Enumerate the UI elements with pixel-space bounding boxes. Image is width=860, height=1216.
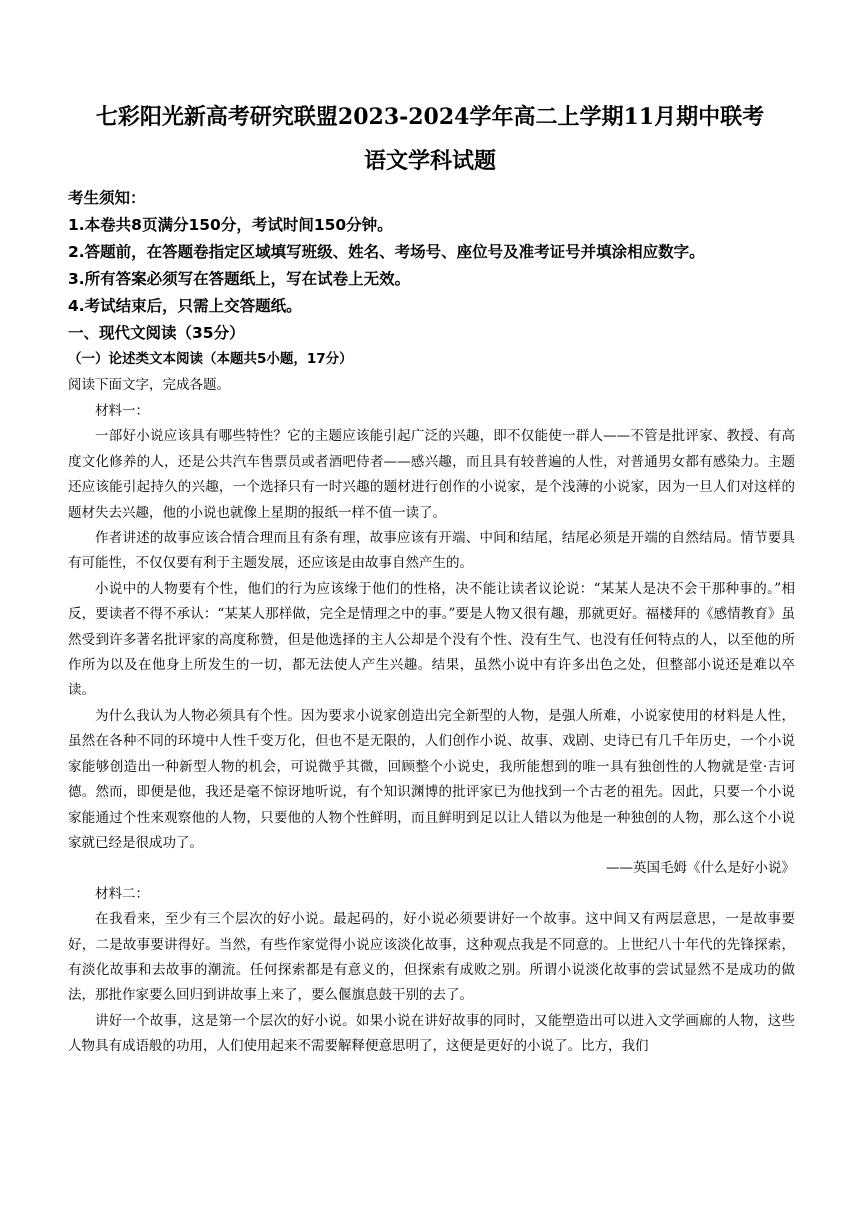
material2-label: 材料二：	[95, 885, 149, 902]
notice-item-2: 2.答题前，在答题卷指定区域填写班级、姓名、考场号、座位号及准考证号并填涂相应数字。	[68, 243, 705, 261]
reading-passage	[68, 399, 795, 1060]
material2-paragraph: 在我看来，至少有三个层次的好小说。最起码的，好小说必须要讲好一个故事。这中间又有两层意思，一是故事要好，二是故事要讲得好。当然，有些作家觉得小说应该淡化故事，这种观点我是不同意的。上世纪八十年代的先锋探索，有淡化故事和去故事的潮流。任何探索都是有意义的，但探索有成败之别。所谓小说淡化故事的尝试显然不是成功的做法，那批作家要么回归到讲故事上来了，要么偃旗息鼓干别的去了。	[68, 911, 795, 1004]
material1-label: 材料一：	[95, 403, 149, 419]
material1-paragraph: 小说中的人物要有个性，他们的行为应该缘于他们的性格，决不能让读者议论说：“某某人是决不会干那种事的。”相反，要读者不得不承认：“某某人那样做，完全是情理之中的事。”要是人物又很有趣，那就更好。福楼拜的《感情教育》虽然受到许多著名批评家的高度称赞，但是他选择的主人公却是个没有个性、没有生气、也没有任何特点的人，以至他的所作所为以及在他身上所发生的一切，都无法使人产生兴趣。结果，虽然小说中有许多出色之处，但整部小说还是难以卒读。	[68, 580, 795, 699]
part-heading: 一、现代文阅读（35分）	[68, 324, 245, 342]
notice-item-4: 4.考试结束后，只需上交答题纸。	[68, 297, 302, 315]
notice-item-3: 3.所有答案必须写在答题纸上，写在试卷上无效。	[68, 270, 411, 288]
material2-paragraph: 讲好一个故事，这是第一个层次的好小说。如果小说在讲好故事的同时，又能塑造出可以进入文学画廊的人物，这些人物具有成语般的功用，人们使用起来不需要解释便意思明了，这便是更好的小说了。比方，我们	[68, 1012, 795, 1055]
instruction: 阅读下面文字，完成各题。	[68, 377, 230, 393]
material1-paragraph: 作者讲述的故事应该合情合理而且有条有理，故事应该有开端、中间和结尾，结尾必须是开端的自然结局。情节要具有可能性，不仅仅要有利于主题发展，还应该是由故事自然产生的。	[68, 530, 795, 572]
material1-paragraph: 一部好小说应该具有哪些特性？它的主题应该能引起广泛的兴趣，即不仅能使一群人——不管是批评家、教授、有高度文化修养的人，还是公共汽车售票员或者酒吧侍者——感兴趣，而且具有较普遍的人性，对普通男女都有感染力。主题还应该能引起持久的兴趣，一个选择只有一时兴趣的题材进行创作的小说家，是个浅薄的小说家，因为一旦人们对这样的题材失去兴趣，他的小说也就像上星期的报纸一样不值一读了。	[68, 428, 795, 521]
sub-heading: （一）论述类文本阅读（本题共5小题，17分）	[68, 351, 353, 367]
exam-title: 七彩阳光新高考研究联盟2023-2024学年高二上学期11月期中联考	[95, 104, 765, 130]
exam-subtitle: 语文学科试题	[363, 148, 496, 174]
notice-heading: 考生须知：	[68, 189, 146, 207]
material1-source: ——英国毛姆《什么是好小说》	[606, 860, 795, 877]
material1-paragraph: 为什么我认为人物必须具有个性。因为要求小说家创造出完全新型的人物，是强人所难，小说家使用的材料是人性，虽然在各种不同的环境中人性千变万化，但也不是无限的，人们创作小说、故事、戏剧、史诗已有几千年历史，一个小说家能够创造出一种新型人物的机会，可说微乎其微，回顾整个小说史，我所能想到的唯一具有独创性的人物就是堂·吉诃德。然而，即便是他，我还是毫不惊讶地听说，有个知识渊博的批评家已为他找到一个古老的祖先。因此，只要一个小说家能通过个性来观察他的人物，只要他的人物个性鲜明，而且鲜明到足以让人错以为他是一种独创的人物，那么这个小说家就已经是很成功了。	[68, 707, 795, 851]
notice-item-1: 1.本卷共8页满分150分，考试时间150分钟。	[68, 216, 393, 234]
